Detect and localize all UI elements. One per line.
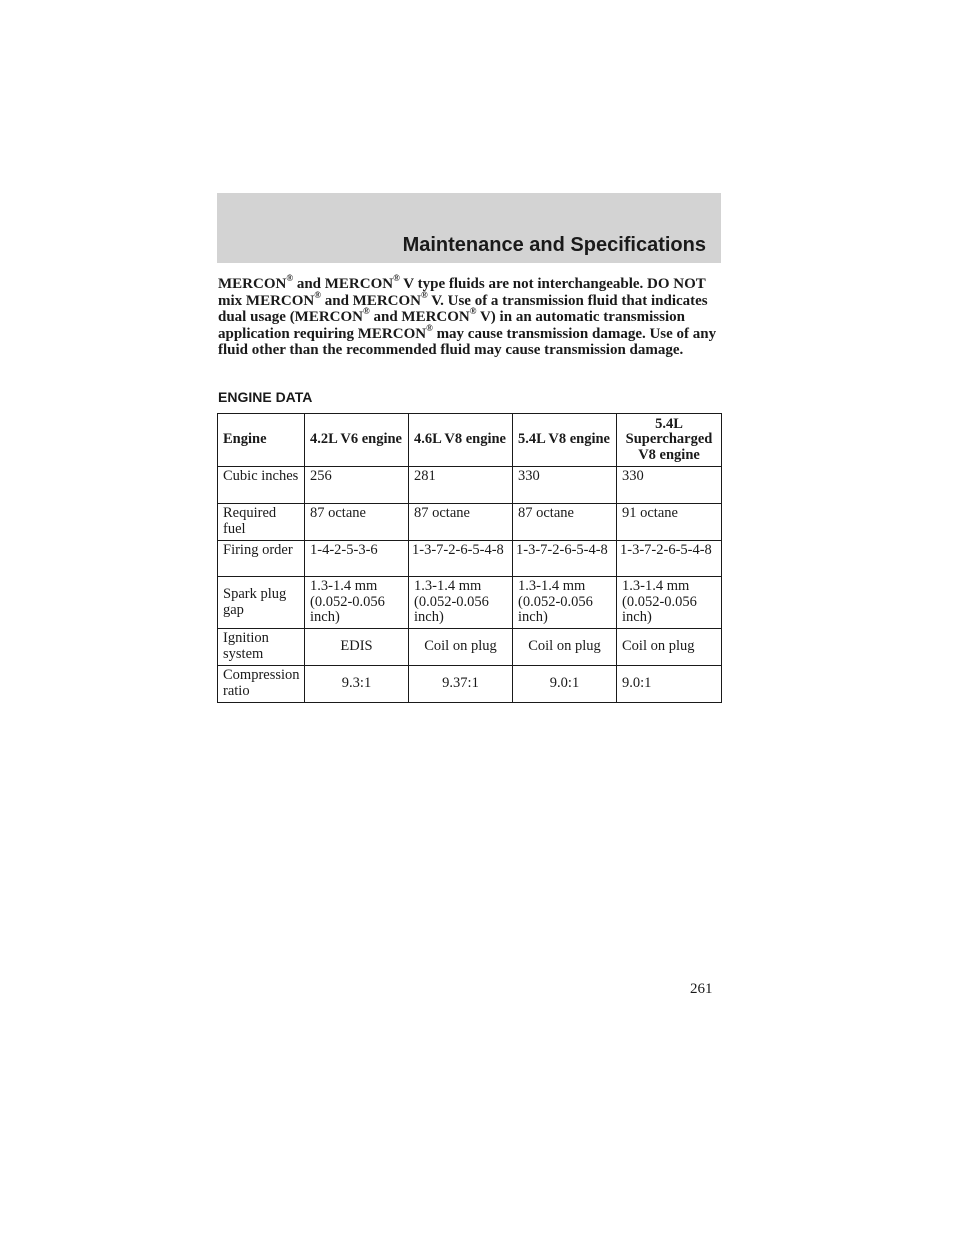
table-cell: 9.3:1 xyxy=(305,666,409,703)
table-cell: 9.0:1 xyxy=(617,666,722,703)
table-row xyxy=(218,629,722,666)
table-cell: 1.3-1.4 mm (0.052-0.056 inch) xyxy=(513,577,617,629)
table-cell: 330 xyxy=(617,467,722,504)
row-label: Firing order xyxy=(218,541,305,577)
table-cell: 256 xyxy=(305,467,409,504)
section-header-band xyxy=(217,193,721,263)
column-header: 5.4L Supercharged V8 engine xyxy=(617,414,722,467)
table-cell: 1.3-1.4 mm (0.052-0.056 inch) xyxy=(305,577,409,629)
table-cell: 1.3-1.4 mm (0.052-0.056 inch) xyxy=(617,577,722,629)
table-header-row xyxy=(218,414,722,467)
table-cell: 91 octane xyxy=(617,504,722,541)
table-cell: 281 xyxy=(409,467,513,504)
column-header: 4.6L V8 engine xyxy=(409,414,513,467)
table-row xyxy=(218,577,722,629)
table-row xyxy=(218,541,722,577)
row-label: Ignition system xyxy=(218,629,305,666)
table-cell: 1.3-1.4 mm (0.052-0.056 inch) xyxy=(409,577,513,629)
row-label: Compression ratio xyxy=(218,666,305,703)
row-label: Spark plug gap xyxy=(218,577,305,629)
table-row xyxy=(218,467,722,504)
table-cell: 330 xyxy=(513,467,617,504)
table-row xyxy=(218,504,722,541)
table-cell: 9.37:1 xyxy=(409,666,513,703)
table-cell: Coil on plug xyxy=(409,629,513,666)
section-heading: ENGINE DATA xyxy=(218,389,313,405)
page-number: 261 xyxy=(690,981,713,997)
table-cell: Coil on plug xyxy=(513,629,617,666)
table-cell: 1-3-7-2-6-5-4-8 xyxy=(409,541,513,577)
table-cell: 9.0:1 xyxy=(513,666,617,703)
page-title: Maintenance and Specifications xyxy=(402,234,706,256)
table-cell: 1-3-7-2-6-5-4-8 xyxy=(617,541,722,577)
table-cell: 87 octane xyxy=(409,504,513,541)
row-label: Cubic inches xyxy=(218,467,305,504)
engine-data-table xyxy=(217,413,722,703)
row-label: Required fuel xyxy=(218,504,305,541)
table-row xyxy=(218,666,722,703)
column-header: 4.2L V6 engine xyxy=(305,414,409,467)
table-cell: EDIS xyxy=(305,629,409,666)
table-cell: 87 octane xyxy=(305,504,409,541)
transmission-fluid-warning: MERCON® and MERCON® V type fluids are not interchangeable. DO NOT mix MERCON® and MERCON® V. Use of a transmission fluid that indicates dual usage (MERCON® and MERCON® V) in an automatic transmission application requiring MERCON® may cause transmission damage. Use of any fluid other than the recommended fluid may cause transmission damage. xyxy=(218,273,717,359)
table-cell: 1-4-2-5-3-6 xyxy=(305,541,409,577)
column-header: Engine xyxy=(218,414,305,467)
column-header: 5.4L V8 engine xyxy=(513,414,617,467)
table-cell: 87 octane xyxy=(513,504,617,541)
table-cell: Coil on plug xyxy=(617,629,722,666)
table-cell: 1-3-7-2-6-5-4-8 xyxy=(513,541,617,577)
